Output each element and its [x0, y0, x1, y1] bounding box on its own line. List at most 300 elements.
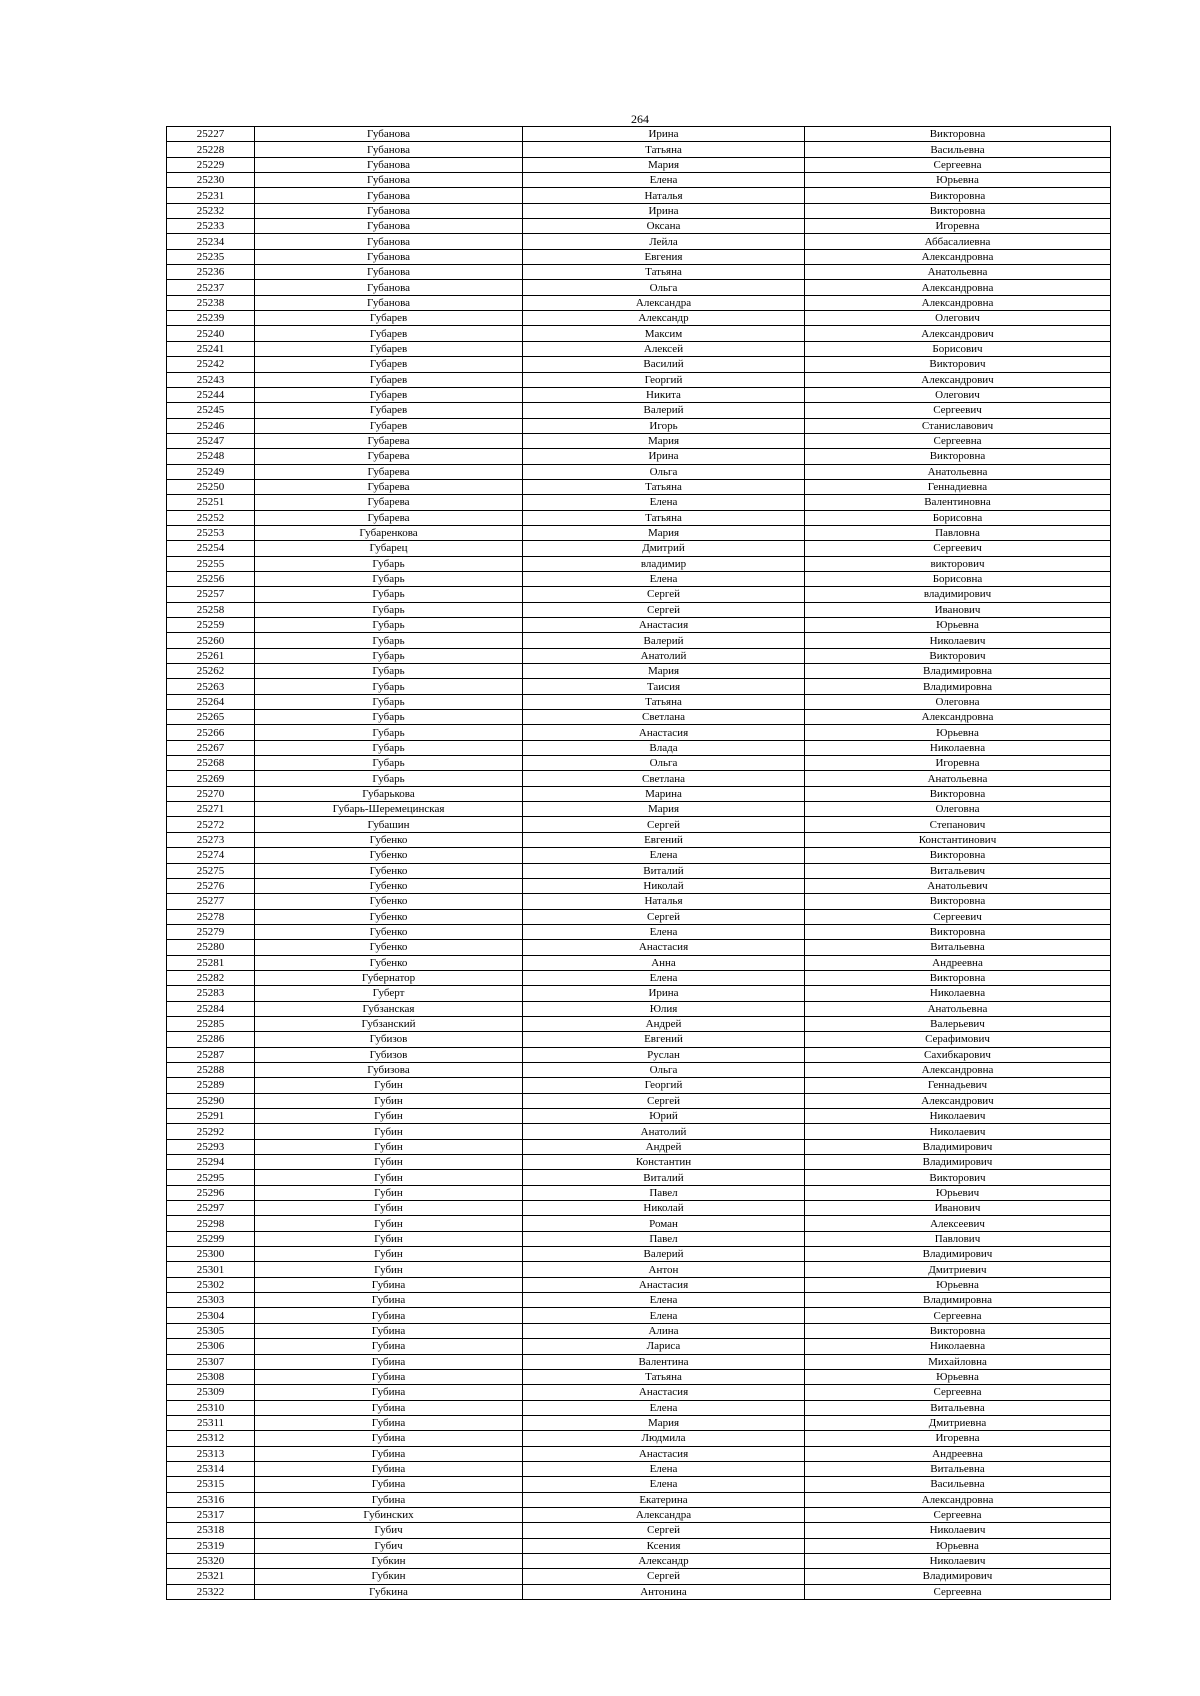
record-number-cell: 25228	[167, 142, 255, 157]
table-row	[167, 924, 1111, 939]
patronymic-cell: Николаевна	[805, 1339, 1111, 1354]
table-row	[167, 955, 1111, 970]
table-row	[167, 863, 1111, 878]
given-name-cell: Никита	[523, 387, 805, 402]
record-number-cell: 25303	[167, 1293, 255, 1308]
surname-cell: Губенко	[255, 848, 523, 863]
patronymic-cell: Сергеевна	[805, 433, 1111, 448]
record-number-cell: 25273	[167, 832, 255, 847]
patronymic-cell: Игоревна	[805, 1431, 1111, 1446]
record-number-cell: 25259	[167, 618, 255, 633]
record-number-cell: 25304	[167, 1308, 255, 1323]
surname-cell: Губин	[255, 1093, 523, 1108]
record-number-cell: 25296	[167, 1185, 255, 1200]
table-row	[167, 280, 1111, 295]
patronymic-cell: Викторович	[805, 357, 1111, 372]
table-row	[167, 1093, 1111, 1108]
table-row	[167, 1201, 1111, 1216]
surname-cell: Губернатор	[255, 970, 523, 985]
table-row	[167, 1001, 1111, 1016]
record-number-cell: 25264	[167, 694, 255, 709]
surname-cell: Губашин	[255, 817, 523, 832]
given-name-cell: Ксения	[523, 1538, 805, 1553]
record-number-cell: 25234	[167, 234, 255, 249]
patronymic-cell: Сергеевна	[805, 1584, 1111, 1599]
patronymic-cell: Викторовна	[805, 894, 1111, 909]
patronymic-cell: Александровна	[805, 1492, 1111, 1507]
patronymic-cell: Николаевич	[805, 1109, 1111, 1124]
table-row	[167, 1262, 1111, 1277]
patronymic-cell: Владимировна	[805, 679, 1111, 694]
given-name-cell: Георгий	[523, 1078, 805, 1093]
record-number-cell: 25279	[167, 924, 255, 939]
table-row	[167, 1523, 1111, 1538]
patronymic-cell: Сергеевна	[805, 1507, 1111, 1522]
table-row	[167, 970, 1111, 985]
patronymic-cell: Степанович	[805, 817, 1111, 832]
surname-cell: Губарь	[255, 587, 523, 602]
surname-cell: Губин	[255, 1216, 523, 1231]
patronymic-cell: Юрьевна	[805, 618, 1111, 633]
patronymic-cell: Юрьевна	[805, 1277, 1111, 1292]
surname-cell: Губина	[255, 1339, 523, 1354]
record-number-cell: 25280	[167, 940, 255, 955]
given-name-cell: Елена	[523, 1400, 805, 1415]
surname-cell: Губин	[255, 1201, 523, 1216]
patronymic-cell: Викторовна	[805, 786, 1111, 801]
table-row	[167, 1354, 1111, 1369]
patronymic-cell: Николаевич	[805, 1124, 1111, 1139]
given-name-cell: Елена	[523, 571, 805, 586]
table-row	[167, 1507, 1111, 1522]
record-number-cell: 25299	[167, 1231, 255, 1246]
surname-cell: Губин	[255, 1170, 523, 1185]
table-row	[167, 878, 1111, 893]
record-number-cell: 25271	[167, 802, 255, 817]
surname-cell: Губинских	[255, 1507, 523, 1522]
surname-cell: Губкин	[255, 1569, 523, 1584]
table-row	[167, 1185, 1111, 1200]
record-number-cell: 25293	[167, 1139, 255, 1154]
record-number-cell: 25240	[167, 326, 255, 341]
record-number-cell: 25287	[167, 1047, 255, 1062]
patronymic-cell: Николаевна	[805, 740, 1111, 755]
surname-cell: Губанова	[255, 295, 523, 310]
surname-cell: Губарева	[255, 464, 523, 479]
record-number-cell: 25263	[167, 679, 255, 694]
surname-cell: Губенко	[255, 863, 523, 878]
surname-cell: Губарь	[255, 618, 523, 633]
table-row	[167, 464, 1111, 479]
patronymic-cell: Олеговна	[805, 802, 1111, 817]
given-name-cell: Валентина	[523, 1354, 805, 1369]
surname-cell: Губенко	[255, 909, 523, 924]
record-number-cell: 25312	[167, 1431, 255, 1446]
patronymic-cell: Анатольевна	[805, 1001, 1111, 1016]
table-row	[167, 157, 1111, 172]
given-name-cell: Анастасия	[523, 1446, 805, 1461]
patronymic-cell: Александрович	[805, 326, 1111, 341]
patronymic-cell: Юрьевич	[805, 1185, 1111, 1200]
table-row	[167, 295, 1111, 310]
surname-cell: Губина	[255, 1446, 523, 1461]
surname-cell: Губин	[255, 1109, 523, 1124]
record-number-cell: 25320	[167, 1553, 255, 1568]
surname-cell: Губарь	[255, 556, 523, 571]
given-name-cell: Константин	[523, 1155, 805, 1170]
table-row	[167, 786, 1111, 801]
record-number-cell: 25278	[167, 909, 255, 924]
patronymic-cell: Иванович	[805, 1201, 1111, 1216]
table-row	[167, 1124, 1111, 1139]
given-name-cell: Валерий	[523, 1247, 805, 1262]
table-row	[167, 433, 1111, 448]
patronymic-cell: Олегович	[805, 387, 1111, 402]
surname-cell: Губина	[255, 1385, 523, 1400]
table-row	[167, 771, 1111, 786]
given-name-cell: Игорь	[523, 418, 805, 433]
record-number-cell: 25266	[167, 725, 255, 740]
surname-cell: Губарь	[255, 602, 523, 617]
given-name-cell: Сергей	[523, 1523, 805, 1538]
record-number-cell: 25318	[167, 1523, 255, 1538]
given-name-cell: Максим	[523, 326, 805, 341]
record-number-cell: 25227	[167, 127, 255, 142]
table-row	[167, 418, 1111, 433]
given-name-cell: Татьяна	[523, 694, 805, 709]
table-row	[167, 127, 1111, 142]
surname-cell: Губанова	[255, 265, 523, 280]
record-number-cell: 25294	[167, 1155, 255, 1170]
record-number-cell: 25233	[167, 219, 255, 234]
patronymic-cell: Викторович	[805, 1170, 1111, 1185]
given-name-cell: Татьяна	[523, 510, 805, 525]
table-row	[167, 740, 1111, 755]
given-name-cell: Александра	[523, 295, 805, 310]
table-row	[167, 1415, 1111, 1430]
record-number-cell: 25247	[167, 433, 255, 448]
table-row	[167, 1078, 1111, 1093]
surname-cell: Губарь	[255, 648, 523, 663]
surname-cell: Губарев	[255, 418, 523, 433]
record-number-cell: 25230	[167, 173, 255, 188]
record-number-cell: 25302	[167, 1277, 255, 1292]
surname-cell: Губарь	[255, 679, 523, 694]
patronymic-cell: Дмитриевна	[805, 1415, 1111, 1430]
patronymic-cell: Михайловна	[805, 1354, 1111, 1369]
surname-cell: Губанова	[255, 219, 523, 234]
given-name-cell: Марина	[523, 786, 805, 801]
given-name-cell: Ирина	[523, 986, 805, 1001]
table-row	[167, 479, 1111, 494]
record-number-cell: 25249	[167, 464, 255, 479]
surname-cell: Губин	[255, 1078, 523, 1093]
patronymic-cell: Юрьевна	[805, 1369, 1111, 1384]
given-name-cell: Андрей	[523, 1016, 805, 1031]
given-name-cell: Екатерина	[523, 1492, 805, 1507]
given-name-cell: Николай	[523, 878, 805, 893]
surname-cell: Губенко	[255, 924, 523, 939]
given-name-cell: Влада	[523, 740, 805, 755]
record-number-cell: 25291	[167, 1109, 255, 1124]
patronymic-cell: Викторовна	[805, 848, 1111, 863]
table-row	[167, 372, 1111, 387]
surname-cell: Губерт	[255, 986, 523, 1001]
table-row	[167, 940, 1111, 955]
given-name-cell: Елена	[523, 924, 805, 939]
patronymic-cell: Игоревна	[805, 756, 1111, 771]
given-name-cell: Сергей	[523, 1569, 805, 1584]
surname-cell: Губарев	[255, 403, 523, 418]
surname-cell: Губин	[255, 1262, 523, 1277]
record-number-cell: 25257	[167, 587, 255, 602]
patronymic-cell: Станиславович	[805, 418, 1111, 433]
surname-cell: Губина	[255, 1308, 523, 1323]
surname-cell: Губина	[255, 1277, 523, 1292]
record-number-cell: 25232	[167, 203, 255, 218]
given-name-cell: Елена	[523, 1293, 805, 1308]
patronymic-cell: Сергеевич	[805, 403, 1111, 418]
surname-cell: Губин	[255, 1139, 523, 1154]
table-row	[167, 1308, 1111, 1323]
table-row	[167, 1339, 1111, 1354]
table-row	[167, 894, 1111, 909]
given-name-cell: Сергей	[523, 909, 805, 924]
given-name-cell: Елена	[523, 1477, 805, 1492]
record-number-cell: 25229	[167, 157, 255, 172]
surname-cell: Губич	[255, 1538, 523, 1553]
table-row	[167, 234, 1111, 249]
given-name-cell: Елена	[523, 1461, 805, 1476]
patronymic-cell: Витальевна	[805, 1400, 1111, 1415]
given-name-cell: Татьяна	[523, 142, 805, 157]
patronymic-cell: Викторович	[805, 648, 1111, 663]
given-name-cell: Сергей	[523, 1093, 805, 1108]
surname-cell: Губин	[255, 1231, 523, 1246]
table-row	[167, 219, 1111, 234]
record-number-cell: 25231	[167, 188, 255, 203]
record-number-cell: 25267	[167, 740, 255, 755]
patronymic-cell: Викторовна	[805, 1323, 1111, 1338]
surname-cell: Губарева	[255, 433, 523, 448]
surname-cell: Губин	[255, 1185, 523, 1200]
surname-cell: Губарь	[255, 710, 523, 725]
patronymic-cell: Сергеевна	[805, 1385, 1111, 1400]
table-row	[167, 1016, 1111, 1031]
patronymic-cell: Дмитриевич	[805, 1262, 1111, 1277]
surname-cell: Губина	[255, 1461, 523, 1476]
given-name-cell: Людмила	[523, 1431, 805, 1446]
patronymic-cell: Сергеевич	[805, 541, 1111, 556]
surname-cell: Губина	[255, 1415, 523, 1430]
record-number-cell: 25237	[167, 280, 255, 295]
patronymic-cell: Владимирович	[805, 1247, 1111, 1262]
record-number-cell: 25235	[167, 249, 255, 264]
patronymic-cell: Геннадьевич	[805, 1078, 1111, 1093]
record-number-cell: 25252	[167, 510, 255, 525]
given-name-cell: Валерий	[523, 403, 805, 418]
given-name-cell: Павел	[523, 1231, 805, 1246]
record-number-cell: 25268	[167, 756, 255, 771]
patronymic-cell: Витальевна	[805, 940, 1111, 955]
table-row	[167, 1109, 1111, 1124]
record-number-cell: 25300	[167, 1247, 255, 1262]
record-number-cell: 25305	[167, 1323, 255, 1338]
patronymic-cell: Анатольевна	[805, 464, 1111, 479]
surname-cell: Губанова	[255, 173, 523, 188]
table-row	[167, 817, 1111, 832]
surname-cell: Губарев	[255, 311, 523, 326]
table-row	[167, 311, 1111, 326]
surname-cell: Губанова	[255, 157, 523, 172]
surname-cell: Губкин	[255, 1553, 523, 1568]
record-number-cell: 25301	[167, 1262, 255, 1277]
table-row	[167, 694, 1111, 709]
surname-cell: Губенко	[255, 832, 523, 847]
surname-cell: Губина	[255, 1293, 523, 1308]
roster-table	[166, 126, 1111, 1600]
surname-cell: Губин	[255, 1124, 523, 1139]
given-name-cell: Светлана	[523, 710, 805, 725]
table-row	[167, 571, 1111, 586]
given-name-cell: Анна	[523, 955, 805, 970]
patronymic-cell: Александровна	[805, 1062, 1111, 1077]
given-name-cell: Анастасия	[523, 1385, 805, 1400]
table-row	[167, 1369, 1111, 1384]
given-name-cell: Дмитрий	[523, 541, 805, 556]
given-name-cell: Анатолий	[523, 648, 805, 663]
given-name-cell: Ирина	[523, 127, 805, 142]
table-row	[167, 725, 1111, 740]
record-number-cell: 25284	[167, 1001, 255, 1016]
surname-cell: Губина	[255, 1400, 523, 1415]
record-number-cell: 25309	[167, 1385, 255, 1400]
patronymic-cell: Александровна	[805, 249, 1111, 264]
record-number-cell: 25282	[167, 970, 255, 985]
patronymic-cell: Николаевна	[805, 986, 1111, 1001]
given-name-cell: Татьяна	[523, 265, 805, 280]
record-number-cell: 25256	[167, 571, 255, 586]
record-number-cell: 25317	[167, 1507, 255, 1522]
record-number-cell: 25316	[167, 1492, 255, 1507]
given-name-cell: Юлия	[523, 1001, 805, 1016]
given-name-cell: Таисия	[523, 679, 805, 694]
record-number-cell: 25298	[167, 1216, 255, 1231]
surname-cell: Губарева	[255, 495, 523, 510]
table-row	[167, 618, 1111, 633]
table-row	[167, 1231, 1111, 1246]
record-number-cell: 25311	[167, 1415, 255, 1430]
table-row	[167, 1277, 1111, 1292]
table-row	[167, 1216, 1111, 1231]
surname-cell: Губизов	[255, 1032, 523, 1047]
table-row	[167, 1032, 1111, 1047]
patronymic-cell: Анатольевна	[805, 265, 1111, 280]
given-name-cell: Татьяна	[523, 1369, 805, 1384]
given-name-cell: Александр	[523, 311, 805, 326]
given-name-cell: Наталья	[523, 188, 805, 203]
given-name-cell: Анатолий	[523, 1124, 805, 1139]
given-name-cell: Елена	[523, 495, 805, 510]
surname-cell: Губанова	[255, 188, 523, 203]
table-row	[167, 1047, 1111, 1062]
record-number-cell: 25246	[167, 418, 255, 433]
given-name-cell: Лариса	[523, 1339, 805, 1354]
table-row	[167, 495, 1111, 510]
given-name-cell: Ирина	[523, 203, 805, 218]
patronymic-cell: Викторовна	[805, 970, 1111, 985]
given-name-cell: Наталья	[523, 894, 805, 909]
table-row	[167, 1461, 1111, 1476]
given-name-cell: Руслан	[523, 1047, 805, 1062]
given-name-cell: Анастасия	[523, 1277, 805, 1292]
surname-cell: Губарь	[255, 571, 523, 586]
patronymic-cell: Витальевич	[805, 863, 1111, 878]
patronymic-cell: Александрович	[805, 372, 1111, 387]
table-row	[167, 203, 1111, 218]
given-name-cell: Павел	[523, 1185, 805, 1200]
record-number-cell: 25285	[167, 1016, 255, 1031]
given-name-cell: Николай	[523, 1201, 805, 1216]
table-row	[167, 556, 1111, 571]
record-number-cell: 25270	[167, 786, 255, 801]
surname-cell: Губарь	[255, 633, 523, 648]
record-number-cell: 25258	[167, 602, 255, 617]
patronymic-cell: Олеговна	[805, 694, 1111, 709]
patronymic-cell: Александровна	[805, 295, 1111, 310]
surname-cell: Губин	[255, 1155, 523, 1170]
record-number-cell: 25297	[167, 1201, 255, 1216]
surname-cell: Губина	[255, 1354, 523, 1369]
record-number-cell: 25321	[167, 1569, 255, 1584]
table-row	[167, 403, 1111, 418]
given-name-cell: Елена	[523, 970, 805, 985]
patronymic-cell: Андреевна	[805, 955, 1111, 970]
patronymic-cell: Сергеевна	[805, 1308, 1111, 1323]
table-row	[167, 986, 1111, 1001]
surname-cell: Губарева	[255, 479, 523, 494]
given-name-cell: Елена	[523, 173, 805, 188]
record-number-cell: 25275	[167, 863, 255, 878]
record-number-cell: 25255	[167, 556, 255, 571]
given-name-cell: Сергей	[523, 587, 805, 602]
surname-cell: Губанова	[255, 280, 523, 295]
surname-cell: Губенко	[255, 940, 523, 955]
table-row	[167, 664, 1111, 679]
given-name-cell: Александра	[523, 1507, 805, 1522]
table-row	[167, 710, 1111, 725]
patronymic-cell: Андреевна	[805, 1446, 1111, 1461]
given-name-cell: Мария	[523, 1415, 805, 1430]
given-name-cell: Валерий	[523, 633, 805, 648]
table-row	[167, 1446, 1111, 1461]
patronymic-cell: Викторовна	[805, 188, 1111, 203]
given-name-cell: Ирина	[523, 449, 805, 464]
record-number-cell: 25277	[167, 894, 255, 909]
record-number-cell: 25319	[167, 1538, 255, 1553]
record-number-cell: 25283	[167, 986, 255, 1001]
patronymic-cell: Юрьевна	[805, 725, 1111, 740]
table-row	[167, 387, 1111, 402]
table-row	[167, 525, 1111, 540]
surname-cell: Губина	[255, 1492, 523, 1507]
surname-cell: Губарь	[255, 771, 523, 786]
given-name-cell: владимир	[523, 556, 805, 571]
given-name-cell: Ольга	[523, 280, 805, 295]
record-number-cell: 25269	[167, 771, 255, 786]
patronymic-cell: Борисовна	[805, 510, 1111, 525]
given-name-cell: Виталий	[523, 863, 805, 878]
